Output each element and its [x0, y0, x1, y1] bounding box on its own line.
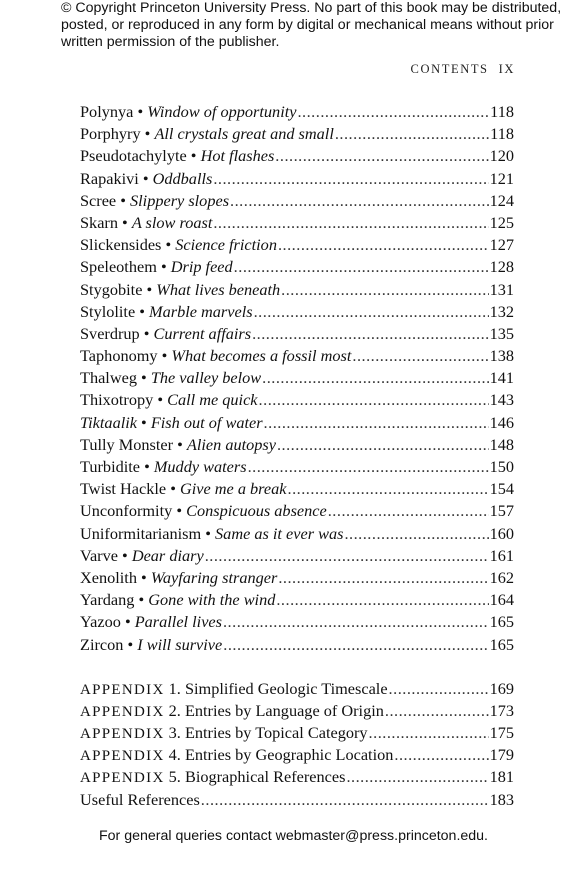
toc-entry-term: Tully Monster — [80, 434, 174, 454]
toc-entry-title — [80, 678, 388, 701]
dot-leader — [213, 168, 488, 190]
toc-entry-subtitle: Conspicuous absence — [186, 501, 327, 521]
appendix-label: APPENDIX — [80, 770, 165, 787]
bullet-separator: • — [140, 124, 155, 144]
toc-entry-page: 157 — [489, 501, 514, 521]
toc-entry-title — [80, 456, 247, 478]
toc-entry-subtitle: I will survive — [137, 634, 223, 654]
toc-entry-page: 179 — [489, 745, 514, 765]
toc-entry-title — [80, 234, 277, 256]
dot-leader — [389, 678, 489, 700]
dot-leader — [335, 123, 489, 145]
dot-leader — [201, 789, 489, 811]
dot-leader — [252, 323, 488, 345]
toc-entry-title — [80, 500, 327, 522]
toc-entry-term: Scree — [80, 190, 117, 210]
toc-entry-page: 150 — [489, 457, 514, 476]
toc-entry-page: 165 — [489, 612, 514, 632]
toc-entry-title — [80, 279, 280, 301]
toc-entry-subtitle: A slow roast — [131, 212, 213, 232]
appendix-list — [80, 678, 514, 789]
appendix-number: 1. — [168, 678, 181, 698]
bullet-separator: • — [186, 146, 201, 166]
appendix-label: APPENDIX — [80, 726, 165, 743]
dot-leader — [248, 456, 489, 478]
bullet-separator: • — [117, 212, 132, 232]
appendix-label: APPENDIX — [80, 681, 165, 698]
bullet-separator: • — [172, 501, 187, 521]
toc-entry-page: 173 — [489, 700, 514, 720]
dot-leader — [264, 412, 489, 434]
section-spacer — [80, 656, 514, 678]
toc-entry-term: Rapakivi — [80, 168, 139, 188]
bullet-separator: • — [156, 257, 171, 277]
toc-entry-page: 125 — [489, 212, 514, 232]
toc-entry-page: 131 — [489, 279, 514, 299]
bullet-separator: • — [161, 235, 176, 255]
toc-entry — [80, 478, 514, 500]
toc-entry-subtitle: Marble marvels — [149, 301, 253, 321]
toc-entry-title — [80, 101, 296, 123]
bullet-separator: • — [136, 368, 151, 388]
toc-entry-subtitle: Fish out of water — [150, 412, 263, 432]
toc-entry — [80, 456, 514, 478]
bullet-separator: • — [136, 412, 151, 432]
bullet-separator: • — [134, 590, 149, 610]
bullet-separator: • — [133, 102, 148, 121]
dot-leader — [385, 700, 489, 722]
toc-entry-term: Porphyry — [80, 124, 141, 144]
toc-entry-title — [80, 545, 204, 567]
toc-entry-page: 127 — [489, 235, 514, 255]
toc-entry — [80, 145, 514, 167]
toc-entry — [80, 279, 514, 301]
toc-appendix-entry — [80, 744, 514, 766]
bullet-separator: • — [140, 457, 154, 476]
toc-appendix-entry — [80, 678, 514, 700]
appendix-number: 2. — [168, 700, 181, 720]
toc-entry-term: Varve — [80, 545, 118, 565]
toc-entry-subtitle: Drip feed — [170, 257, 233, 277]
toc-entry — [80, 212, 514, 234]
toc-entry — [80, 500, 514, 522]
copyright-notice: © Copyright Princeton University Press. No part of this book may be distributed, posted, or reproduced in any form by digital or mechanical means without prior written permission of the publisher. — [61, 0, 562, 50]
toc-entry-title — [80, 744, 393, 767]
toc-entry — [80, 611, 514, 633]
table-of-contents — [80, 101, 514, 811]
toc-entry-term: Thixotropy — [80, 390, 154, 410]
dot-leader — [394, 744, 488, 766]
toc-entry-term: Thalweg — [80, 368, 137, 388]
toc-entry-title — [80, 434, 276, 456]
toc-entry — [80, 567, 514, 589]
bullet-separator: • — [117, 545, 132, 565]
toc-entry-title — [80, 301, 253, 323]
dot-leader — [278, 234, 489, 256]
toc-entry-term: Yazoo — [80, 612, 121, 632]
bullet-separator: • — [136, 567, 151, 587]
toc-entry-term: Xenolith — [80, 567, 137, 587]
toc-entry-term: Skarn — [80, 212, 118, 232]
toc-entry — [80, 412, 514, 434]
toc-appendix-entry — [80, 700, 514, 722]
toc-entry-subtitle: Current affairs — [153, 323, 252, 343]
bullet-separator: • — [157, 346, 172, 366]
toc-entry-subtitle: Muddy waters — [153, 457, 247, 476]
toc-entry-term: Stylolite — [80, 301, 136, 321]
toc-entry-title — [80, 345, 351, 367]
toc-entry-term: Taphonomy — [80, 346, 158, 366]
appendix-number: 5. — [168, 767, 181, 787]
toc-entry — [80, 634, 514, 656]
toc-entry-term: Sverdrup — [80, 323, 140, 343]
dot-leader — [223, 634, 488, 656]
toc-appendix-entry — [80, 722, 514, 744]
toc-entry-page: 141 — [489, 368, 514, 388]
dot-leader — [205, 545, 489, 567]
dot-leader — [259, 389, 489, 411]
toc-entry — [80, 123, 514, 145]
dot-leader — [223, 611, 489, 633]
bullet-separator: • — [123, 634, 138, 654]
toc-entry-title — [80, 323, 251, 345]
toc-entry-page: 164 — [489, 590, 514, 610]
toc-entry — [80, 523, 514, 545]
toc-entry-term: Zircon — [80, 634, 124, 654]
dot-leader — [288, 478, 489, 500]
toc-entry-page: 118 — [490, 124, 514, 144]
toc-entry-term: Pseudotachylyte — [80, 146, 187, 166]
toc-entry — [80, 367, 514, 389]
dot-leader — [234, 256, 489, 278]
toc-entry-page: 146 — [489, 412, 514, 432]
toc-entry-subtitle: Oddballs — [152, 168, 213, 188]
dot-leader — [254, 301, 489, 323]
toc-entry-page: 121 — [489, 168, 514, 188]
toc-entry-subtitle: Wayfaring stranger — [150, 567, 278, 587]
toc-entry-title — [80, 722, 368, 745]
bullet-separator: • — [135, 301, 150, 321]
toc-entry — [80, 256, 514, 278]
toc-entry-page: 124 — [489, 190, 514, 210]
running-header-page-number: IX — [498, 62, 515, 76]
toc-entry — [80, 190, 514, 212]
toc-entry — [80, 434, 514, 456]
toc-entry-title — [80, 634, 222, 656]
toc-entry-term: Tiktaalik — [80, 412, 137, 432]
running-header-label: CONTENTS — [410, 62, 489, 76]
toc-entry-page: 162 — [489, 567, 514, 587]
toc-entry-title: Useful References — [80, 789, 200, 809]
bullet-separator: • — [173, 434, 187, 454]
bullet-separator: • — [142, 279, 157, 299]
toc-entry-subtitle: All crystals great and small — [154, 124, 334, 144]
appendix-label: APPENDIX — [80, 703, 165, 720]
toc-entry — [80, 301, 514, 323]
toc-entry-title — [80, 389, 258, 411]
contact-footer: For general queries contact webmaster@press.princeton.edu. — [99, 828, 488, 844]
toc-entry-subtitle: Call me quick — [167, 390, 258, 410]
appendix-title: Entries by Geographic Location — [184, 745, 394, 765]
toc-entry-page: 183 — [489, 789, 514, 809]
toc-entry-title — [80, 190, 229, 212]
toc-entry-page: 135 — [489, 323, 514, 343]
bullet-separator: • — [153, 390, 168, 410]
toc-entry-subtitle: What becomes a fossil most — [171, 346, 352, 366]
bullet-separator: • — [120, 612, 135, 632]
toc-entry-title — [80, 168, 212, 190]
toc-entry-title — [80, 478, 287, 500]
bullet-separator: • — [139, 323, 154, 343]
toc-entry-list — [80, 101, 514, 656]
running-header — [411, 62, 515, 77]
toc-entry-subtitle: Science friction — [175, 235, 277, 255]
bullet-separator: • — [166, 479, 180, 499]
toc-entry-subtitle: Parallel lives — [134, 612, 222, 632]
dot-leader — [281, 279, 488, 301]
toc-entry-page: 154 — [489, 479, 514, 499]
toc-entry-title — [80, 523, 343, 545]
dot-leader — [277, 434, 489, 456]
toc-appendix-entry — [80, 766, 514, 788]
toc-entry-term: Slickensides — [80, 235, 162, 255]
toc-entry-subtitle: What lives beneath — [156, 279, 281, 299]
toc-entry-title — [80, 766, 345, 789]
appendix-title: Entries by Language of Origin — [184, 700, 384, 720]
toc-entry-subtitle: Alien autopsy — [186, 434, 276, 454]
toc-entry-term: Yardang — [80, 590, 135, 610]
dot-leader — [213, 212, 488, 234]
toc-entry — [80, 345, 514, 367]
toc-entry-subtitle: Window of opportunity — [147, 102, 297, 121]
toc-entry — [80, 545, 514, 567]
toc-entry-term: Polynya — [80, 102, 134, 121]
dot-leader — [278, 567, 488, 589]
toc-entry-title — [80, 256, 233, 278]
appendix-title: Biographical References — [184, 767, 346, 787]
dot-leader — [275, 145, 488, 167]
toc-entry-title — [80, 700, 384, 723]
dot-leader — [276, 589, 488, 611]
toc-entry-subtitle: The valley below — [150, 368, 262, 388]
toc-entry-page: 128 — [489, 257, 514, 277]
toc-entry-title — [80, 212, 212, 234]
toc-entry-term: Speleothem — [80, 257, 157, 277]
appendix-number: 4. — [168, 745, 181, 765]
toc-entry-page: 148 — [489, 434, 514, 454]
toc-entry — [80, 389, 514, 411]
toc-entry-title — [80, 367, 261, 389]
toc-entry-title — [80, 145, 274, 167]
toc-entry — [80, 323, 514, 345]
toc-entry-page: 169 — [489, 678, 514, 698]
toc-entry-subtitle: Gone with the wind — [148, 590, 276, 610]
toc-entry-term: Uniformitarianism — [80, 523, 202, 543]
dot-leader — [369, 722, 489, 744]
dot-leader — [230, 190, 489, 212]
toc-entry — [80, 101, 514, 123]
toc-entry-title — [80, 567, 277, 589]
toc-entry-title — [80, 412, 263, 434]
toc-entry-page: 175 — [489, 723, 514, 743]
toc-entry-page: 160 — [489, 523, 514, 543]
toc-entry-page: 165 — [489, 634, 514, 654]
toc-entry-subtitle: Same as it ever was — [215, 523, 344, 543]
toc-entry-title — [80, 611, 222, 633]
toc-entry — [80, 589, 514, 611]
toc-entry-page: 161 — [489, 545, 514, 565]
appendix-number: 3. — [168, 723, 181, 743]
dot-leader — [344, 523, 488, 545]
toc-entry-page: 138 — [489, 346, 514, 366]
dot-leader — [352, 345, 488, 367]
toc-entry-subtitle: Give me a break — [179, 479, 287, 499]
toc-entry-title — [80, 589, 275, 611]
toc-entry-page: 143 — [489, 390, 514, 410]
bullet-separator: • — [201, 523, 216, 543]
bullet-separator: • — [138, 168, 153, 188]
dot-leader — [262, 367, 488, 389]
toc-entry-term: Stygobite — [80, 279, 143, 299]
appendix-title: Simplified Geologic Timescale — [184, 678, 388, 698]
toc-entry-page: 118 — [490, 102, 514, 121]
dot-leader — [297, 101, 489, 123]
toc-entry-term: Turbidite — [80, 457, 141, 476]
appendix-title: Entries by Topical Category — [184, 723, 368, 743]
toc-entry-term: Unconformity — [80, 501, 173, 521]
appendix-label: APPENDIX — [80, 748, 165, 765]
toc-entry-subtitle: Slippery slopes — [130, 190, 230, 210]
toc-entry-subtitle: Hot flashes — [200, 146, 275, 166]
toc-entry — [80, 168, 514, 190]
dot-leader — [328, 500, 489, 522]
toc-entry-title — [80, 123, 334, 145]
toc-entry — [80, 234, 514, 256]
toc-entry-subtitle: Dear diary — [131, 545, 204, 565]
toc-entry-term: Twist Hackle — [80, 479, 167, 499]
toc-entry-useful-references — [80, 789, 514, 811]
toc-entry-page: 120 — [489, 146, 514, 166]
bullet-separator: • — [116, 190, 130, 210]
toc-entry-page: 132 — [489, 301, 514, 321]
dot-leader — [346, 766, 488, 788]
toc-entry-page: 181 — [489, 767, 514, 787]
